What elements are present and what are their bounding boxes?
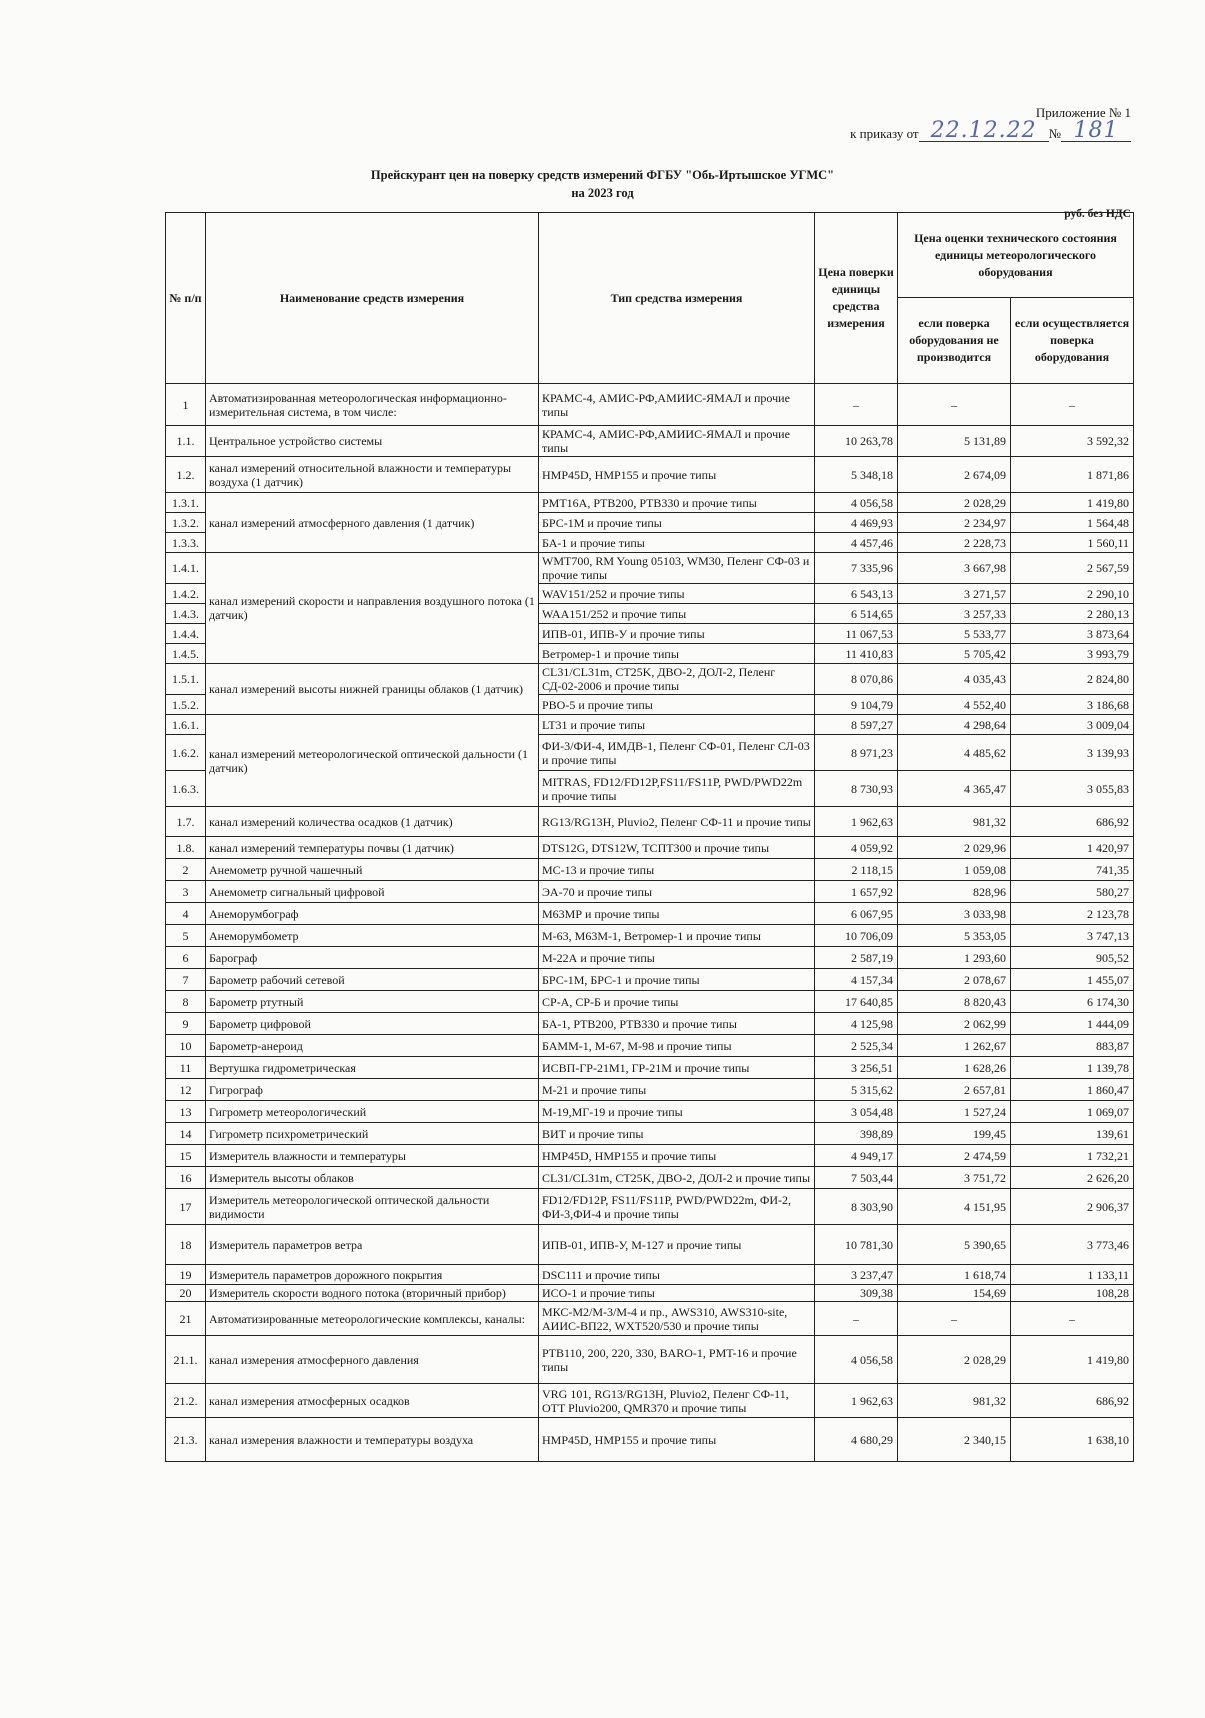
row-name: Измеритель метеорологической оптической дальности видимости [206,1189,539,1225]
row-type: CL31/CL31m, CT25K, ДВО-2, ДОЛ-2 и прочие типы [539,1167,815,1189]
header-assessment-no-verification: если поверка оборудования не производится [898,298,1011,384]
row-assessment-no-verification: 2 674,09 [898,457,1011,493]
table-row [166,947,1134,969]
row-assessment-with-verification: 686,92 [1011,1384,1134,1418]
row-name: канал измерения атмосферного давления [206,1336,539,1384]
table-row [166,1123,1134,1145]
row-number: 1.6.2. [166,735,206,771]
row-type: БАММ-1, М-67, М-98 и прочие типы [539,1035,815,1057]
row-assessment-with-verification: 1 133,11 [1011,1265,1134,1285]
row-assessment-with-verification: 686,92 [1011,807,1134,837]
table-row [166,903,1134,925]
row-number: 14 [166,1123,206,1145]
row-name: канал измерений метеорологической оптической дальности (1 датчик) [206,715,539,807]
row-assessment-no-verification: 8 820,43 [898,991,1011,1013]
row-assessment-with-verification: 580,27 [1011,881,1134,903]
header-assessment: Цена оценки технического состояния единицы метеорологического оборудования [898,213,1134,298]
row-number: 1 [166,384,206,426]
price-table-body [166,384,1134,1462]
order-number-sign: № [1048,126,1061,141]
row-price: 4 056,58 [815,1336,898,1384]
table-row [166,991,1134,1013]
row-assessment-with-verification: 3 186,68 [1011,695,1134,715]
row-number: 9 [166,1013,206,1035]
row-type: БА-1, PTB200, PTB330 и прочие типы [539,1013,815,1035]
row-assessment-with-verification: 3 993,79 [1011,644,1134,664]
row-assessment-with-verification: 1 560,11 [1011,533,1134,553]
row-assessment-with-verification: 1 444,09 [1011,1013,1134,1035]
row-assessment-no-verification: 1 618,74 [898,1265,1011,1285]
row-name: Измеритель высоты облаков [206,1167,539,1189]
row-number: 1.3.3. [166,533,206,553]
table-row [166,1265,1134,1285]
table-row [166,715,1134,735]
row-type: ИСВП-ГР-21М1, ГР-21М и прочие типы [539,1057,815,1079]
row-price: 8 597,27 [815,715,898,735]
row-number: 5 [166,925,206,947]
row-type: БРС-1М, БРС-1 и прочие типы [539,969,815,991]
row-assessment-with-verification: 3 747,13 [1011,925,1134,947]
table-row [166,1336,1134,1384]
row-number: 12 [166,1079,206,1101]
row-assessment-no-verification: 5 390,65 [898,1225,1011,1265]
row-price: 4 056,58 [815,493,898,513]
table-row [166,1013,1134,1035]
row-assessment-with-verification: 1 139,78 [1011,1057,1134,1079]
row-price: 4 125,98 [815,1013,898,1035]
row-price: 309,38 [815,1285,898,1302]
row-number: 11 [166,1057,206,1079]
table-row [166,1079,1134,1101]
row-price: – [815,1302,898,1336]
row-type: HMP45D, HMP155 и прочие типы [539,1145,815,1167]
row-price: 7 503,44 [815,1167,898,1189]
row-type: Ветромер-1 и прочие типы [539,644,815,664]
row-type: РВО-5 и прочие типы [539,695,815,715]
row-price: 10 781,30 [815,1225,898,1265]
row-assessment-with-verification: 1 564,48 [1011,513,1134,533]
row-name: Барометр цифровой [206,1013,539,1035]
row-type: HMP45D, HMP155 и прочие типы [539,457,815,493]
row-assessment-with-verification: 2 290,10 [1011,584,1134,604]
row-price: 8 971,23 [815,735,898,771]
row-assessment-no-verification: 2 062,99 [898,1013,1011,1035]
row-assessment-with-verification: 2 824,80 [1011,664,1134,695]
row-type: СР-А, СР-Б и прочие типы [539,991,815,1013]
row-assessment-with-verification: 1 871,86 [1011,457,1134,493]
row-price: 4 469,93 [815,513,898,533]
row-price: 4 680,29 [815,1418,898,1462]
row-name: Вертушка гидрометрическая [206,1057,539,1079]
row-number: 6 [166,947,206,969]
row-assessment-with-verification: 1 860,47 [1011,1079,1134,1101]
row-assessment-no-verification: 5 533,77 [898,624,1011,644]
order-number-handwritten: 181 [1061,121,1131,142]
row-number: 8 [166,991,206,1013]
row-type: LT31 и прочие типы [539,715,815,735]
table-row [166,493,1134,513]
row-name: канал измерений атмосферного давления (1 датчик) [206,493,539,553]
row-number: 1.4.5. [166,644,206,664]
row-number: 1.6.3. [166,771,206,807]
row-assessment-with-verification: 1 455,07 [1011,969,1134,991]
row-name: Измеритель параметров дорожного покрытия [206,1265,539,1285]
row-assessment-no-verification: 3 751,72 [898,1167,1011,1189]
row-number: 13 [166,1101,206,1123]
header-type: Тип средства измерения [539,213,815,384]
row-assessment-with-verification: 108,28 [1011,1285,1134,1302]
row-assessment-no-verification: 2 029,96 [898,837,1011,859]
row-assessment-with-verification: 1 419,80 [1011,493,1134,513]
row-price: 3 237,47 [815,1265,898,1285]
row-type: PMT16A, PTB200, PTB330 и прочие типы [539,493,815,513]
row-number: 1.4.4. [166,624,206,644]
row-name: Центральное устройство системы [206,426,539,457]
row-name: Измеритель скорости водного потока (вторичный прибор) [206,1285,539,1302]
row-type: КРАМС-4, АМИС-РФ,АМИИС-ЯМАЛ и прочие типы [539,426,815,457]
currency-note: руб. без НДС [1064,208,1131,220]
row-assessment-with-verification: – [1011,1302,1134,1336]
row-number: 7 [166,969,206,991]
row-price: 4 457,46 [815,533,898,553]
row-number: 10 [166,1035,206,1057]
row-assessment-no-verification: 4 298,64 [898,715,1011,735]
row-name: Барометр-анероид [206,1035,539,1057]
row-name: Гигрограф [206,1079,539,1101]
row-name: канал измерений количества осадков (1 датчик) [206,807,539,837]
row-type: М-19,МГ-19 и прочие типы [539,1101,815,1123]
row-number: 1.4.2. [166,584,206,604]
row-price: 2 587,19 [815,947,898,969]
table-row [166,457,1134,493]
table-row [166,1145,1134,1167]
row-number: 19 [166,1265,206,1285]
row-assessment-no-verification: 5 353,05 [898,925,1011,947]
row-price: 8 303,90 [815,1189,898,1225]
table-row [166,1225,1134,1265]
header-name: Наименование средств измерения [206,213,539,384]
row-number: 21.1. [166,1336,206,1384]
row-assessment-with-verification: 2 567,59 [1011,553,1134,584]
row-number: 1.4.3. [166,604,206,624]
row-type: FD12/FD12P, FS11/FS11P, PWD/PWD22m, ФИ-2, ФИ-3,ФИ-4 и прочие типы [539,1189,815,1225]
row-number: 4 [166,903,206,925]
row-number: 21.2. [166,1384,206,1418]
row-name: Измеритель параметров ветра [206,1225,539,1265]
row-price: 6 067,95 [815,903,898,925]
title-line-2: на 2023 год [571,186,634,200]
row-type: WMT700, RM Young 05103, WM30, Пеленг СФ-03 и прочие типы [539,553,815,584]
row-assessment-with-verification: 1 732,21 [1011,1145,1134,1167]
row-price: 6 514,65 [815,604,898,624]
row-assessment-no-verification: 2 028,29 [898,493,1011,513]
row-assessment-no-verification: 5 705,42 [898,644,1011,664]
row-assessment-with-verification: 2 123,78 [1011,903,1134,925]
row-number: 16 [166,1167,206,1189]
row-price: 9 104,79 [815,695,898,715]
row-type: КРАМС-4, АМИС-РФ,АМИИС-ЯМАЛ и прочие типы [539,384,815,426]
table-row [166,384,1134,426]
row-number: 1.2. [166,457,206,493]
row-type: MITRAS, FD12/FD12P,FS11/FS11P, PWD/PWD22m и прочие типы [539,771,815,807]
row-price: – [815,384,898,426]
row-type: VRG 101, RG13/RG13H, Pluvio2, Пеленг СФ-11, OTT Pluvio200, QMR370 и прочие типы [539,1384,815,1418]
row-name: канал измерений высоты нижней границы облаков (1 датчик) [206,664,539,715]
row-number: 1.5.2. [166,695,206,715]
row-price: 4 157,34 [815,969,898,991]
table-row [166,1418,1134,1462]
header-assessment-with-verification: если осуществляется поверка оборудования [1011,298,1134,384]
row-type: CL31/CL31m, CT25K, ДВО-2, ДОЛ-2, Пеленг СД-02-2006 и прочие типы [539,664,815,695]
row-type: М-22А и прочие типы [539,947,815,969]
row-name: Анемометр ручной чашечный [206,859,539,881]
row-assessment-no-verification: 2 657,81 [898,1079,1011,1101]
row-assessment-no-verification: 2 340,15 [898,1418,1011,1462]
row-type: БРС-1М и прочие типы [539,513,815,533]
row-number: 15 [166,1145,206,1167]
row-price: 1 962,63 [815,1384,898,1418]
row-number: 17 [166,1189,206,1225]
row-assessment-with-verification: 2 280,13 [1011,604,1134,624]
row-type: М63МР и прочие типы [539,903,815,925]
document-title [0,166,1205,202]
price-table [165,212,1134,1462]
row-type: М-21 и прочие типы [539,1079,815,1101]
row-assessment-no-verification: 3 667,98 [898,553,1011,584]
row-price: 10 706,09 [815,925,898,947]
row-assessment-no-verification: 3 271,57 [898,584,1011,604]
row-assessment-with-verification: 1 638,10 [1011,1418,1134,1462]
row-assessment-no-verification: 3 033,98 [898,903,1011,925]
row-assessment-no-verification: 828,96 [898,881,1011,903]
row-assessment-with-verification: 2 626,20 [1011,1167,1134,1189]
row-assessment-no-verification: 4 552,40 [898,695,1011,715]
row-assessment-no-verification: 2 234,97 [898,513,1011,533]
table-row [166,969,1134,991]
header-number: № п/п [166,213,206,384]
row-number: 1.3.1. [166,493,206,513]
row-assessment-no-verification: 2 028,29 [898,1336,1011,1384]
row-assessment-no-verification: 981,32 [898,807,1011,837]
row-type: WAA151/252 и прочие типы [539,604,815,624]
row-assessment-no-verification: 199,45 [898,1123,1011,1145]
row-assessment-with-verification: – [1011,384,1134,426]
row-number: 21.3. [166,1418,206,1462]
row-assessment-no-verification: 154,69 [898,1285,1011,1302]
row-assessment-with-verification: 6 174,30 [1011,991,1134,1013]
row-name: Автоматизированные метеорологические комплексы, каналы: [206,1302,539,1336]
row-assessment-with-verification: 1 069,07 [1011,1101,1134,1123]
row-assessment-with-verification: 741,35 [1011,859,1134,881]
row-assessment-with-verification: 3 055,83 [1011,771,1134,807]
row-assessment-no-verification: 4 365,47 [898,771,1011,807]
row-price: 7 335,96 [815,553,898,584]
row-price: 3 256,51 [815,1057,898,1079]
row-price: 5 315,62 [815,1079,898,1101]
row-name: Анеморумбометр [206,925,539,947]
row-assessment-no-verification: 1 059,08 [898,859,1011,881]
appendix-label: Приложение № 1 [1035,105,1131,120]
row-type: RG13/RG13H, Pluvio2, Пеленг СФ-11 и прочие типы [539,807,815,837]
order-prefix: к приказу от [850,126,919,141]
order-date-handwritten: 22.12.22 [919,121,1049,142]
row-assessment-with-verification: 1 420,97 [1011,837,1134,859]
row-assessment-no-verification: 1 293,60 [898,947,1011,969]
row-assessment-no-verification: 1 628,26 [898,1057,1011,1079]
row-price: 17 640,85 [815,991,898,1013]
row-type: ВИТ и прочие типы [539,1123,815,1145]
row-type: БА-1 и прочие типы [539,533,815,553]
row-name: Барометр рабочий сетевой [206,969,539,991]
row-name: Анеморумбограф [206,903,539,925]
row-name: Анемометр сигнальный цифровой [206,881,539,903]
row-price: 4 949,17 [815,1145,898,1167]
order-reference [850,118,1131,143]
table-row [166,553,1134,584]
row-type: ИСО-1 и прочие типы [539,1285,815,1302]
row-type: DTS12G, DTS12W, ТСПТ300 и прочие типы [539,837,815,859]
row-type: DSC111 и прочие типы [539,1265,815,1285]
table-row [166,1035,1134,1057]
title-line-1: Прейскурант цен на поверку средств измерений ФГБУ "Обь-Иртышское УГМС" [370,168,835,182]
row-name: Барометр ртутный [206,991,539,1013]
row-number: 20 [166,1285,206,1302]
table-row [166,1057,1134,1079]
row-assessment-no-verification: – [898,384,1011,426]
row-number: 3 [166,881,206,903]
row-type: ИПВ-01, ИПВ-У, М-127 и прочие типы [539,1225,815,1265]
appendix-block [850,104,1131,142]
row-number: 1.1. [166,426,206,457]
row-assessment-no-verification: 1 262,67 [898,1035,1011,1057]
row-price: 1 962,63 [815,807,898,837]
row-type: ИПВ-01, ИПВ-У и прочие типы [539,624,815,644]
row-name: Автоматизированная метеорологическая информационно-измерительная система, в том числе: [206,384,539,426]
row-assessment-no-verification: 5 131,89 [898,426,1011,457]
row-assessment-with-verification: 3 009,04 [1011,715,1134,735]
table-row [166,807,1134,837]
row-price: 1 657,92 [815,881,898,903]
row-name: канал измерения атмосферных осадков [206,1384,539,1418]
table-row [166,1302,1134,1336]
table-row [166,1101,1134,1123]
row-number: 2 [166,859,206,881]
row-name: Измеритель влажности и температуры [206,1145,539,1167]
row-assessment-with-verification: 905,52 [1011,947,1134,969]
row-assessment-with-verification: 1 419,80 [1011,1336,1134,1384]
table-row [166,837,1134,859]
row-price: 8 730,93 [815,771,898,807]
row-assessment-no-verification: 3 257,33 [898,604,1011,624]
row-name: Барограф [206,947,539,969]
row-name: канал измерений температуры почвы (1 датчик) [206,837,539,859]
row-type: ЭА-70 и прочие типы [539,881,815,903]
header-price: Цена поверки единицы средства измерения [815,213,898,384]
table-row [166,859,1134,881]
row-price: 398,89 [815,1123,898,1145]
row-assessment-no-verification: 4 151,95 [898,1189,1011,1225]
row-assessment-no-verification: 2 228,73 [898,533,1011,553]
table-row [166,426,1134,457]
row-price: 4 059,92 [815,837,898,859]
row-assessment-with-verification: 2 906,37 [1011,1189,1134,1225]
row-number: 1.6.1. [166,715,206,735]
row-assessment-no-verification: 2 078,67 [898,969,1011,991]
table-row [166,1167,1134,1189]
row-number: 1.4.1. [166,553,206,584]
row-price: 2 118,15 [815,859,898,881]
row-name: канал измерения влажности и температуры воздуха [206,1418,539,1462]
table-row [166,925,1134,947]
row-type: М-63, М63М-1, Ветромер-1 и прочие типы [539,925,815,947]
row-name: Гигрометр психрометрический [206,1123,539,1145]
row-price: 10 263,78 [815,426,898,457]
row-assessment-no-verification: 981,32 [898,1384,1011,1418]
row-assessment-no-verification: – [898,1302,1011,1336]
row-name: канал измерений скорости и направления воздушного потока (1 датчик) [206,553,539,664]
row-assessment-with-verification: 883,87 [1011,1035,1134,1057]
row-type: МКС-М2/М-3/М-4 и пр., AWS310, AWS310-site, АИИС-ВП22, WXT520/530 и прочие типы [539,1302,815,1336]
row-assessment-with-verification: 3 873,64 [1011,624,1134,644]
row-price: 11 410,83 [815,644,898,664]
row-number: 18 [166,1225,206,1265]
row-assessment-no-verification: 1 527,24 [898,1101,1011,1123]
row-type: ФИ-3/ФИ-4, ИМДВ-1, Пеленг СФ-01, Пеленг СЛ-03 и прочие типы [539,735,815,771]
row-number: 1.5.1. [166,664,206,695]
row-number: 1.7. [166,807,206,837]
row-name: канал измерений относительной влажности и температуры воздуха (1 датчик) [206,457,539,493]
row-assessment-with-verification: 3 592,32 [1011,426,1134,457]
row-price: 5 348,18 [815,457,898,493]
row-name: Гигрометр метеорологический [206,1101,539,1123]
table-row [166,881,1134,903]
table-row [166,664,1134,695]
table-row [166,1285,1134,1302]
row-type: PTB110, 200, 220, 330, BARO-1, PMT-16 и прочие типы [539,1336,815,1384]
row-price: 3 054,48 [815,1101,898,1123]
row-number: 1.3.2. [166,513,206,533]
row-type: МС-13 и прочие типы [539,859,815,881]
table-row [166,1189,1134,1225]
row-number: 1.8. [166,837,206,859]
row-price: 8 070,86 [815,664,898,695]
table-row [166,1384,1134,1418]
row-assessment-with-verification: 139,61 [1011,1123,1134,1145]
row-assessment-no-verification: 4 485,62 [898,735,1011,771]
row-assessment-no-verification: 4 035,43 [898,664,1011,695]
row-number: 21 [166,1302,206,1336]
row-type: HMP45D, HMP155 и прочие типы [539,1418,815,1462]
row-price: 2 525,34 [815,1035,898,1057]
row-type: WAV151/252 и прочие типы [539,584,815,604]
row-assessment-with-verification: 3 139,93 [1011,735,1134,771]
row-assessment-no-verification: 2 474,59 [898,1145,1011,1167]
row-price: 6 543,13 [815,584,898,604]
row-assessment-with-verification: 3 773,46 [1011,1225,1134,1265]
row-price: 11 067,53 [815,624,898,644]
